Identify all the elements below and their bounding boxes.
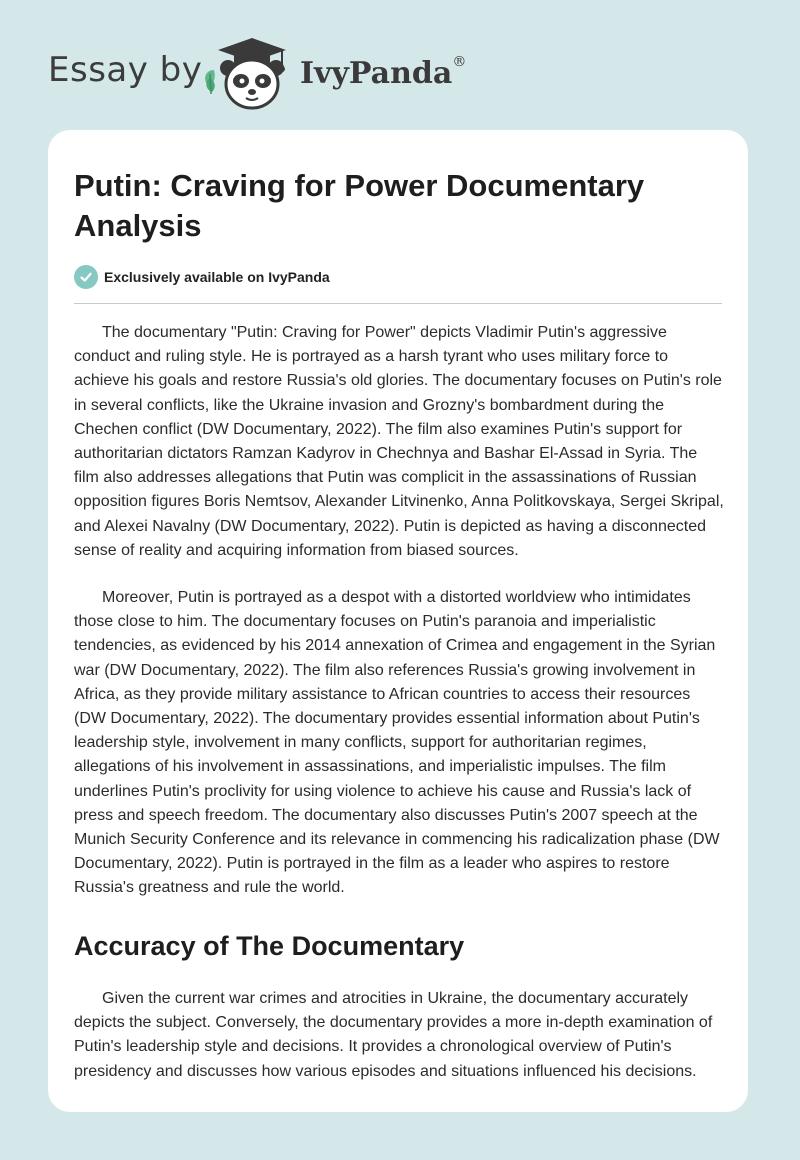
panda-graduate-logo-icon[interactable]: [198, 34, 294, 110]
divider: [74, 303, 722, 304]
registered-mark: ®: [452, 54, 467, 70]
essay-card: [48, 130, 748, 1112]
badge-text: Exclusively available on IvyPanda: [104, 269, 330, 285]
body-paragraph-1: The documentary "Putin: Craving for Power" depicts Vladimir Putin's aggressive conduct and ruling style. He is portrayed as a harsh tyrant who uses military force to achieve his goals and restore Russia's old glories. The documentary focuses on Putin's role in several conflicts, like the Ukraine invasion and Grozny's bombardment during the Chechen conflict (DW Documentary, 2022). The film also examines Putin's support for authoritarian dictators Ramzan Kadyrov in Chechnya and Bashar El-Assad in Syria. The film also addresses allegations that Putin was complicit in the assassinations of Russian opposition figures Boris Nemtsov, Alexander Litvinenko, Anna Politkovskaya, Sergei Skripal, and Alexei Navalny (DW Documentary, 2022). Putin is depicted as having a disconnected sense of reality and acquiring information from biased sources.: [74, 324, 724, 559]
section-paragraph: Given the current war crimes and atrocities in Ukraine, the documentary accurately depicts the subject. Conversely, the documentary provides a more in-depth examination of Putin's leadership style and decisions. It provides a chronological overview of Putin's presidency and discusses how various episodes and situations influenced his decisions.: [74, 990, 713, 1080]
body-paragraph-2: Moreover, Putin is portrayed as a despot with a distorted worldview who intimidates those close to him. The documentary focuses on Putin's paranoia and imperialistic tendencies, as evidenced by his 2014 annexation of Crimea and engagement in the Syrian war (DW Documentary, 2022). The film also references Russia's growing involvement in Africa, as they provide military assistance to African countries to access their resources (DW Documentary, 2022). The documentary provides essential information about Putin's leadership style, involvement in many conflicts, support for authoritarian regimes, allegations of his involvement in assassinations, and imperialistic impulses. The film underlines Putin's proclivity for using violence to achieve his cause and Russia's lack of press and speech freedom. The documentary also discusses Putin's 2007 speech at the Munich Security Conference and its relevance in commencing his radicalization phase (DW Documentary, 2022). Putin is portrayed in the film as a leader who aspires to restore Russia's greatness and rule the world.: [74, 589, 720, 897]
brand-prefix: Essay by: [48, 50, 203, 90]
site-header: [0, 0, 800, 130]
exclusive-badge: [74, 264, 330, 290]
brand-name[interactable]: IvyPanda®: [300, 54, 467, 91]
section-heading: Accuracy of The Documentary: [74, 931, 465, 961]
page-title: Putin: Craving for Power Documentary Analysis: [74, 168, 645, 243]
check-icon: [74, 265, 98, 289]
